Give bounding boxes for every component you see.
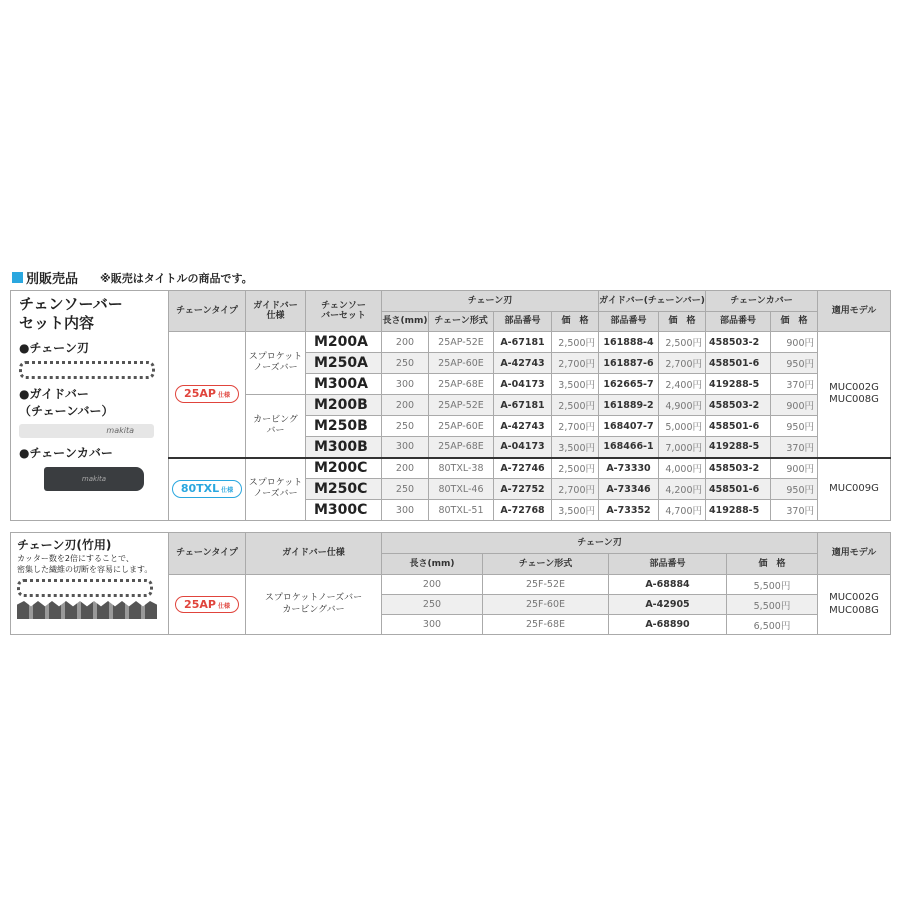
table-cell: M200C xyxy=(306,458,382,479)
table-cell: 200 xyxy=(382,458,429,479)
table-cell: チェーン刃 xyxy=(382,291,599,312)
table-cell: 458503-2 xyxy=(706,395,771,416)
table-cell: 300 xyxy=(382,500,429,521)
table-cell: 2,700円 xyxy=(552,479,599,500)
table-cell: 25AP-60E xyxy=(429,353,494,374)
bamboo-chain-table xyxy=(10,532,891,635)
table-cell: チェーン刃 xyxy=(382,533,818,554)
table-cell: 2,400円 xyxy=(659,374,706,395)
table-cell: 161889-2 xyxy=(599,395,659,416)
table-cell: 419288-5 xyxy=(706,374,771,395)
table-cell: 900円 xyxy=(771,395,818,416)
section-title: 別販売品 ※販売はタイトルの商品です。 xyxy=(12,268,253,287)
table-cell: 3,500円 xyxy=(552,437,599,458)
table-cell: 200 xyxy=(382,332,429,353)
table-cell: 370円 xyxy=(771,437,818,458)
table-cell: 4,900円 xyxy=(659,395,706,416)
table-cell: 80TXL-51 xyxy=(429,500,494,521)
table-cell: 25F-52E xyxy=(483,575,609,595)
table-cell: 458503-2 xyxy=(706,458,771,479)
table-cell xyxy=(169,458,246,521)
table-cell: A-04173 xyxy=(494,437,552,458)
table-cell: 300 xyxy=(382,437,429,458)
table-cell: 250 xyxy=(382,479,429,500)
table-cell: 458501-6 xyxy=(706,416,771,437)
table-cell: A-72746 xyxy=(494,458,552,479)
table-cell: 250 xyxy=(382,353,429,374)
table-cell: 部品番号 xyxy=(609,554,727,575)
table-cell: 価 格 xyxy=(552,312,599,332)
table-cell: 900円 xyxy=(771,458,818,479)
table-cell: 200 xyxy=(382,575,483,595)
table-cell: 3,500円 xyxy=(552,500,599,521)
table-cell: 2,700円 xyxy=(552,416,599,437)
table-cell: 価 格 xyxy=(659,312,706,332)
chain-type-badge: 25AP 仕様 xyxy=(175,596,239,614)
table-cell: 80TXL-38 xyxy=(429,458,494,479)
table-cell: 25AP-52E xyxy=(429,395,494,416)
table-cell: 2,500円 xyxy=(552,458,599,479)
table-cell: 419288-5 xyxy=(706,437,771,458)
table-cell: A-67181 xyxy=(494,395,552,416)
table-cell: チェーン形式 xyxy=(483,554,609,575)
table-cell: M250B xyxy=(306,416,382,437)
table-cell: 4,200円 xyxy=(659,479,706,500)
table-cell: 25AP-68E xyxy=(429,374,494,395)
table-cell: 458501-6 xyxy=(706,479,771,500)
table-cell: 370円 xyxy=(771,500,818,521)
table-cell: ガイドバー(チェーンバー) xyxy=(599,291,706,312)
table-cell: 2,500円 xyxy=(552,332,599,353)
table-cell: A-42905 xyxy=(609,595,727,615)
table-cell: 適用モデル xyxy=(818,291,891,332)
table-cell: A-68884 xyxy=(609,575,727,595)
table-cell: 168466-1 xyxy=(599,437,659,458)
guide-bar-image: makita xyxy=(19,424,154,438)
table-cell: M250A xyxy=(306,353,382,374)
table-cell: 価 格 xyxy=(771,312,818,332)
table-cell: MUC009G xyxy=(818,458,891,521)
table-cell: A-42743 xyxy=(494,416,552,437)
table-cell: 5,500円 xyxy=(727,575,818,595)
chain-type-badge: 80TXL 仕様 xyxy=(172,480,242,498)
table-cell: A-73346 xyxy=(599,479,659,500)
table-cell: 458501-6 xyxy=(706,353,771,374)
table-cell: 25F-68E xyxy=(483,615,609,635)
table-cell: A-04173 xyxy=(494,374,552,395)
table-cell: 370円 xyxy=(771,374,818,395)
table-cell: M250C xyxy=(306,479,382,500)
table-cell: A-72768 xyxy=(494,500,552,521)
table-cell: 部品番号 xyxy=(494,312,552,332)
table-cell: ガイドバー仕様 xyxy=(246,533,382,575)
table-cell: 200 xyxy=(382,395,429,416)
table-cell: スプロケット ノーズバー xyxy=(246,332,306,395)
table-cell: 5,000円 xyxy=(659,416,706,437)
table-cell: 419288-5 xyxy=(706,500,771,521)
table-cell: 部品番号 xyxy=(599,312,659,332)
table-cell: M300B xyxy=(306,437,382,458)
table-cell: 25AP-52E xyxy=(429,332,494,353)
table-cell: 5,500円 xyxy=(727,595,818,615)
table-cell: 950円 xyxy=(771,479,818,500)
table-cell: スプロケット ノーズバー xyxy=(246,458,306,521)
chain-type-badge: 25AP 仕様 xyxy=(175,385,239,403)
table-cell: A-68890 xyxy=(609,615,727,635)
table-cell: M200A xyxy=(306,332,382,353)
table-cell: チェーンカバー xyxy=(706,291,818,312)
table-cell: 80TXL-46 xyxy=(429,479,494,500)
table-cell: 2,500円 xyxy=(659,332,706,353)
table-cell: 250 xyxy=(382,595,483,615)
table-cell: 161888-4 xyxy=(599,332,659,353)
square-icon xyxy=(12,272,23,283)
table-cell: 25F-60E xyxy=(483,595,609,615)
table-cell: 4,700円 xyxy=(659,500,706,521)
table-cell xyxy=(169,575,246,635)
chain-image xyxy=(19,361,155,379)
table-cell: 25AP-68E xyxy=(429,437,494,458)
table-cell: チェーンタイプ xyxy=(169,533,246,575)
table-cell: カービング バー xyxy=(246,395,306,458)
chain-teeth-image xyxy=(17,601,157,619)
table-cell: 458503-2 xyxy=(706,332,771,353)
table-cell: スプロケットノーズバー カービングバー xyxy=(246,575,382,635)
bar-set-table xyxy=(10,290,891,521)
table-cell: MUC002G MUC008G xyxy=(818,575,891,635)
table-cell: A-67181 xyxy=(494,332,552,353)
table-cell: 適用モデル xyxy=(818,533,891,575)
table-cell: 2,700円 xyxy=(552,353,599,374)
table-cell: 4,000円 xyxy=(659,458,706,479)
table-cell: 300 xyxy=(382,615,483,635)
table-cell: 162665-7 xyxy=(599,374,659,395)
set-contents-panel: チェンソーバー セット内容 ●チェーン刃 ●ガイドバー （チェーンバー） makita ●チェーンカバー makita xyxy=(11,291,169,521)
chain-image xyxy=(17,579,153,597)
table-cell: A-72752 xyxy=(494,479,552,500)
table-cell: 長さ(mm) xyxy=(382,554,483,575)
table-cell: 7,000円 xyxy=(659,437,706,458)
table-cell: チェーンタイプ xyxy=(169,291,246,332)
table-cell: 価 格 xyxy=(727,554,818,575)
table-cell: MUC002G MUC008G xyxy=(818,332,891,458)
table-cell: ガイドバー 仕様 xyxy=(246,291,306,332)
bamboo-chain-panel: チェーン刃(竹用) カッター数を2倍にすることで、 密集した繊維の切断を容易にします。 xyxy=(11,533,169,635)
table-cell: 部品番号 xyxy=(706,312,771,332)
table-cell: 2,700円 xyxy=(659,353,706,374)
table-cell: A-73352 xyxy=(599,500,659,521)
table-cell: M200B xyxy=(306,395,382,416)
table-cell: 300 xyxy=(382,374,429,395)
table-cell: 161887-6 xyxy=(599,353,659,374)
table-cell: 950円 xyxy=(771,353,818,374)
chain-cover-image: makita xyxy=(44,467,144,491)
table-cell: 長さ(mm) xyxy=(382,312,429,332)
table-cell: 25AP-60E xyxy=(429,416,494,437)
table-cell: 3,500円 xyxy=(552,374,599,395)
table-cell: 6,500円 xyxy=(727,615,818,635)
table-cell: M300C xyxy=(306,500,382,521)
table-cell: M300A xyxy=(306,374,382,395)
table-cell: A-73330 xyxy=(599,458,659,479)
table-cell: チェンソー バーセット xyxy=(306,291,382,332)
table-cell: 900円 xyxy=(771,332,818,353)
table-cell: チェーン形式 xyxy=(429,312,494,332)
table-cell: 250 xyxy=(382,416,429,437)
table-cell: 950円 xyxy=(771,416,818,437)
table-cell: 2,500円 xyxy=(552,395,599,416)
table-cell xyxy=(169,332,246,458)
table-cell: 168407-7 xyxy=(599,416,659,437)
table-cell: A-42743 xyxy=(494,353,552,374)
